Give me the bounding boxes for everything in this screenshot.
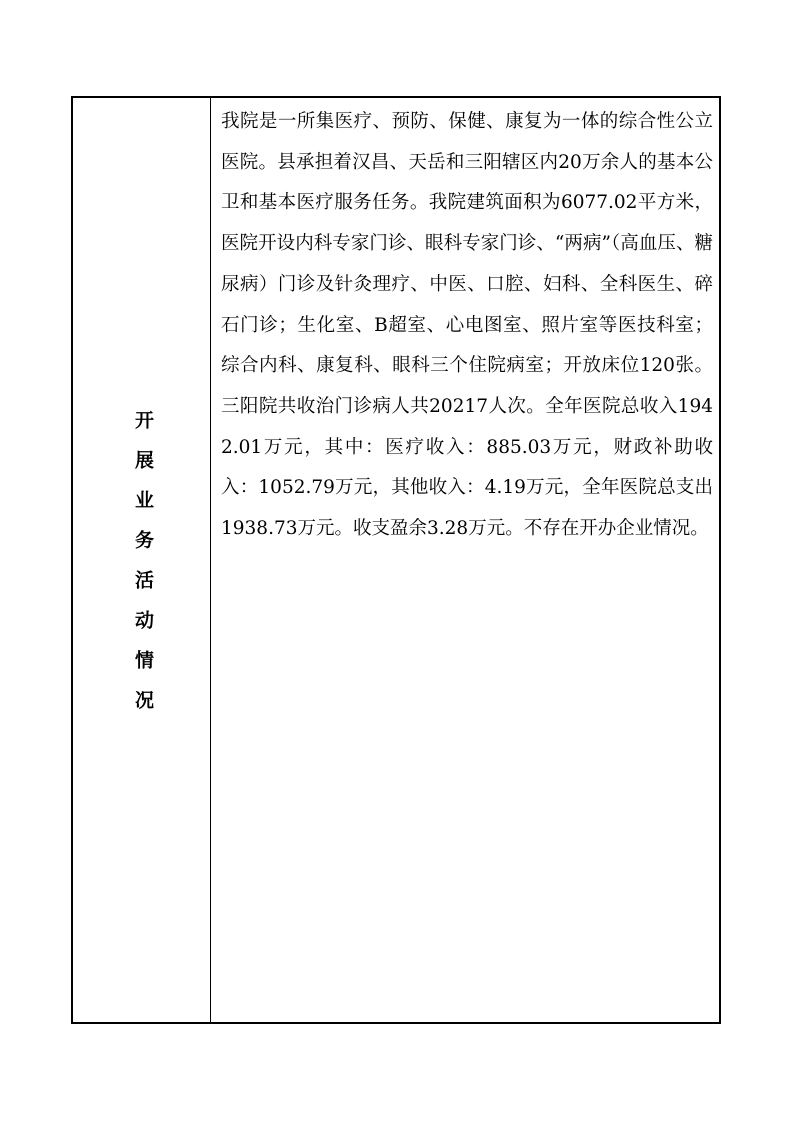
section-label: 开展业务活动情况 bbox=[132, 410, 154, 730]
section-content-cell bbox=[211, 98, 719, 1022]
section-label-cell bbox=[73, 98, 211, 1022]
section-content: 我院是一所集医疗、预防、保健、康复为一体的综合性公立医院。县承担着汉昌、天岳和三阳辖区内20万余人的基本公卫和基本医疗服务任务。我院建筑面积为6077.02平方米，医院开设内科专家门诊、眼科专家门诊、“两病”（高血压、糖尿病）门诊及针灸理疗、中医、口腔、妇科、全科医生、碎石门诊；生化室、B超室、心电图室、照片室等医技科室；综合内科、康复科、眼科三个住院病室；开放床位120张。三阳院共收治门诊病人共20217人次。全年医院总收入1942.01万元，其中：医疗收入：885.03万元，财政补助收入：1052.79万元，其他收入：4.19万元，全年医院总支出1938.73万元。收支盈余3.28万元。不存在开办企业情况。 bbox=[221, 111, 713, 540]
business-activities-table bbox=[71, 96, 721, 1024]
